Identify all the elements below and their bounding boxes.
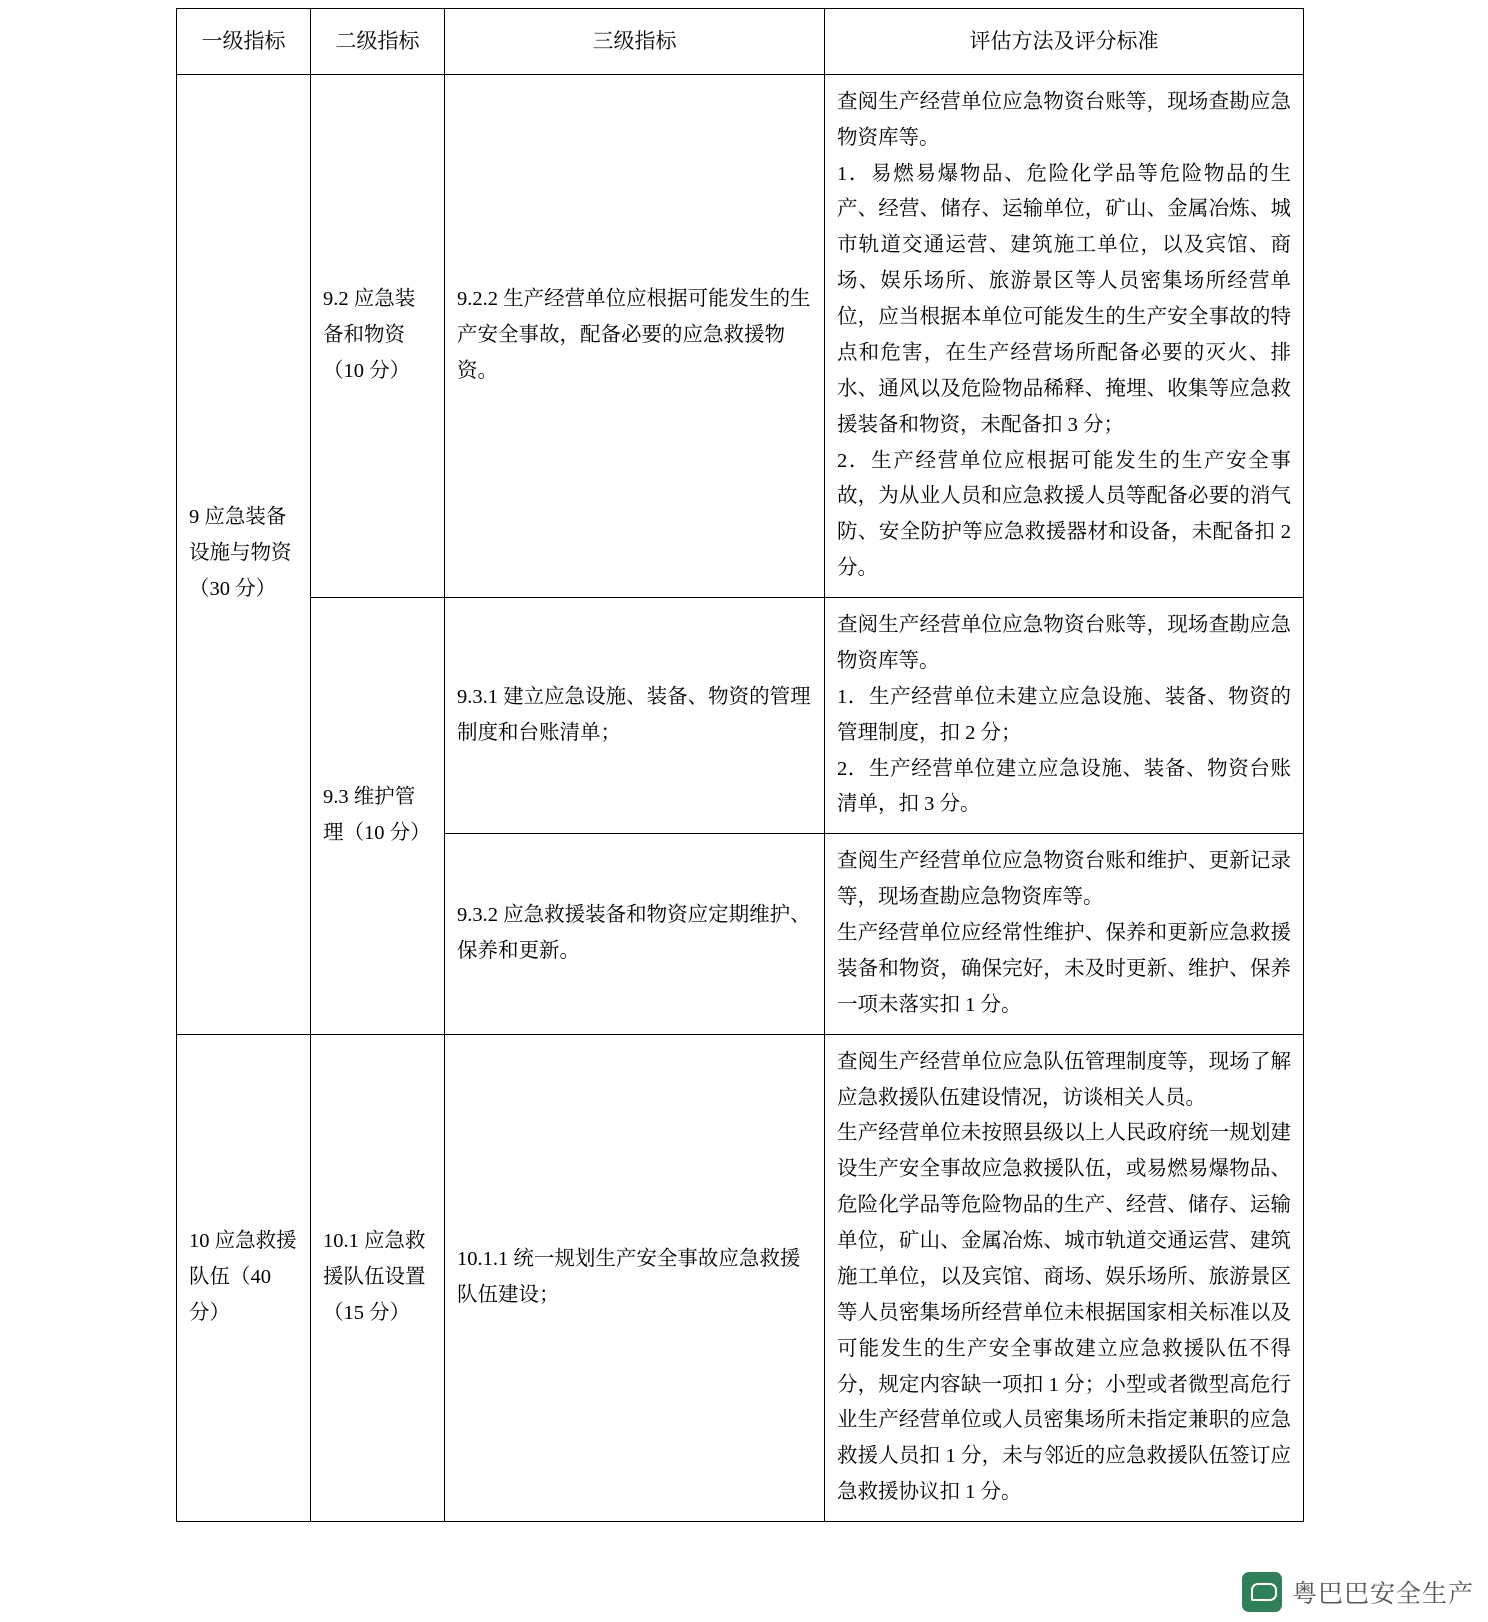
level3-indicator-10-1-1: 10.1.1 统一规划生产安全事故应急救援队伍建设； bbox=[445, 1034, 825, 1521]
watermark-label: 粤巴巴安全生产 bbox=[1291, 1580, 1474, 1608]
column-header-level2: 二级指标 bbox=[311, 9, 445, 75]
level2-indicator-9-2: 9.2 应急装备和物资（10 分） bbox=[311, 74, 445, 597]
assessment-criteria-table bbox=[176, 8, 1304, 1522]
method-paragraph: 生产经营单位应经常性维护、保养和更新应急救援装备和物资，确保完好，未及时更新、维护、保养一项未落实扣 1 分。 bbox=[837, 922, 1291, 1016]
level1-indicator-10: 10 应急救援队伍（40 分） bbox=[177, 1034, 311, 1521]
watermark bbox=[1242, 1572, 1474, 1612]
method-paragraph: 1．生产经营单位未建立应急设施、装备、物资的管理制度，扣 2 分； bbox=[837, 685, 1291, 744]
method-cell-9-2-2 bbox=[825, 74, 1304, 597]
level3-indicator-9-3-1: 9.3.1 建立应急设施、装备、物资的管理制度和台账清单； bbox=[445, 598, 825, 834]
table-header-row bbox=[177, 9, 1304, 75]
method-paragraph: 2．生产经营单位建立应急设施、装备、物资台账清单，扣 3 分。 bbox=[837, 757, 1291, 816]
table-row bbox=[177, 74, 1304, 597]
level1-indicator-9: 9 应急装备设施与物资（30 分） bbox=[177, 74, 311, 1034]
method-cell-9-3-1 bbox=[825, 598, 1304, 834]
level3-indicator-9-2-2: 9.2.2 生产经营单位应根据可能发生的生产安全事故，配备必要的应急救援物资。 bbox=[445, 74, 825, 597]
level2-indicator-9-3: 9.3 维护管理（10 分） bbox=[311, 598, 445, 1035]
shield-logo-icon bbox=[1242, 1572, 1282, 1612]
column-header-level3: 三级指标 bbox=[445, 9, 825, 75]
method-cell-9-3-2 bbox=[825, 834, 1304, 1034]
table-row bbox=[177, 1034, 1304, 1521]
method-paragraph: 2．生产经营单位应根据可能发生的生产安全事故，为从业人员和应急救援人员等配备必要的消气防、安全防护等应急救援器材和设备，未配备扣 2 分。 bbox=[837, 449, 1291, 580]
method-paragraph: 1．易燃易爆物品、危险化学品等危险物品的生产、经营、储存、运输单位，矿山、金属冶炼、城市轨道交通运营、建筑施工单位，以及宾馆、商场、娱乐场所、旅游景区等人员密集场所经营单位，应当根据本单位可能发生的生产安全事故的特点和危害，在生产经营场所配备必要的灭火、排水、通风以及危险物品稀释、掩埋、收集等应急救援装备和物资，未配备扣 3 分； bbox=[837, 162, 1291, 436]
method-paragraph: 生产经营单位未按照县级以上人民政府统一规划建设生产安全事故应急救援队伍，或易燃易爆物品、危险化学品等危险物品的生产、经营、储存、运输单位，矿山、金属冶炼、城市轨道交通运营、建筑施工单位，以及宾馆、商场、娱乐场所、旅游景区等人员密集场所经营单位未根据国家相关标准以及可能发生的生产安全事故建立应急救援队伍不得分，规定内容缺一项扣 1 分；小型或者微型高危行业生产经营单位或人员密集场所未指定兼职的应急救援人员扣 1 分，未与邻近的应急救援队伍签订应急救援协议扣 1 分。 bbox=[837, 1122, 1291, 1504]
method-cell-10-1-1 bbox=[825, 1034, 1304, 1521]
method-paragraph: 查阅生产经营单位应急队伍管理制度等，现场了解应急救援队伍建设情况，访谈相关人员。 bbox=[837, 1050, 1291, 1109]
column-header-level1: 一级指标 bbox=[177, 9, 311, 75]
level2-indicator-10-1: 10.1 应急救援队伍设置（15 分） bbox=[311, 1034, 445, 1521]
method-paragraph: 查阅生产经营单位应急物资台账等，现场查勘应急物资库等。 bbox=[837, 614, 1291, 672]
table-row bbox=[177, 598, 1304, 834]
column-header-method: 评估方法及评分标准 bbox=[825, 9, 1304, 75]
method-paragraph: 查阅生产经营单位应急物资台账和维护、更新记录等，现场查勘应急物资库等。 bbox=[837, 850, 1291, 909]
method-paragraph: 查阅生产经营单位应急物资台账等，现场查勘应急物资库等。 bbox=[837, 90, 1291, 149]
level3-indicator-9-3-2: 9.3.2 应急救援装备和物资应定期维护、保养和更新。 bbox=[445, 834, 825, 1034]
